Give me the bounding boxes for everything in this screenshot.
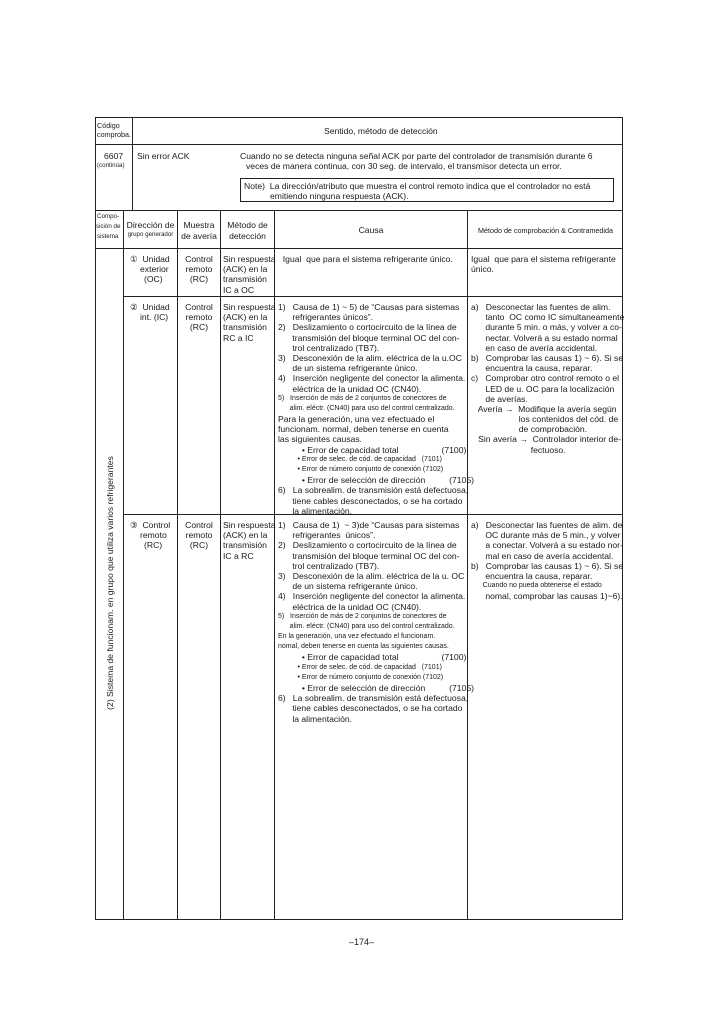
row3-cause: 1) Causa de 1) ~ 3)de “Causas para sistemas refrigerantes únicos”. 2) Deslizamiento o cortocircuito de la línea de transmisión del bloque terminal OC del con- trol centralizado (TB7). 3) Desconexión de la alim. eléctrica de la u. OC de un sistema refrigerante único. 4) Inserción negligente del conector la alimenta. eléctrica de la unidad OC (CN40). 5) Inserción de más de 2 conjuntos de conectores de alim. eléctr. (CN40) para uso del control centralizado. En la generación, una vez efectuado el funcionam. nomal, deben tenerse en cuenta las siguientes causas. • Error de capacidad total (7100) • Error de selec. de cód. de capacidad (7101) • Error de número conjunto de conexión (7102) • Error de selección de dirección (7105) 6) La sobrealim. de transmisión está defectuosa, tiene cables desconectados, o se ha cortado la alimentación.: [278, 520, 474, 724]
col-header-composition: sición de: [96, 223, 121, 230]
error-code-continued: (continúa): [97, 162, 125, 169]
row-divider: [95, 248, 623, 249]
row1-check: Igual que para el sistema refrigerante único.: [471, 254, 616, 275]
row2-sample: Control remoto (RC): [185, 302, 213, 333]
row-divider: [95, 144, 623, 145]
col-header-composition: Compo-: [97, 213, 120, 220]
col-header-direction: grupo generador: [127, 231, 174, 238]
row2-direction: ② Unidad int. (IC): [130, 302, 170, 323]
row1-direction: ① Unidad exterior (OC): [130, 254, 170, 285]
code-label: Código: [97, 121, 120, 130]
col-header-check: Método de comprobación & Contramedida: [477, 226, 614, 235]
row1-method: Sin respuesta (ACK) en la transmisión IC a OC: [223, 254, 276, 295]
row1-cause: Igual que para el sistema refrigerante único.: [278, 254, 453, 264]
row3-check: a) Desconectar las fuentes de alim. de OC durante más de 5 min., y volver a conectar. Volverá a su estado nor- mal en caso de avería accidental. b) Comprobar las causas 1) ~ 6). Si se encuentra la causa, reparar. Cuando no pueda obtenerse el estado nomal, comprobar las causas 1)~6).: [471, 520, 624, 602]
header-title: Sentido, método de detección: [324, 126, 438, 136]
error-description: Cuando no se detecta ninguna señal ACK por parte del controlador de transmisión durante 6: [240, 151, 593, 161]
note-text: emitiendo ninguna respuesta (ACK).: [270, 191, 409, 201]
manual-page: Código comproba. Sentido, método de detección 6607 (continúa) Sin error ACK Cuando no se detecta ninguna señal ACK por parte del controlador de transmisión durante 6 veces de manera continua, con 30 seg. de intervalo, el transmisor detecta un error. Note) La dirección/atributo que muestra el control remoto indica que el controlador no está emitiendo ninguna respuesta (ACK). Compo- sición de sistema Dirección de grupo generador Muestra de avería Método de detección Causa Método de comprobación & Contramedida (2) Sistema de funcionam. en grupo que utiliza varios refrigerantes ① Unidad exterior (OC) Control remoto (RC) Sin respuesta (ACK) en la transmisión IC a OC Igual que para el sistema refrigerante único. Igual que para el sistema refrigerante único. ② Unidad int. (IC) Control remoto (RC) Sin respuesta (ACK) en la transmisión RC a IC 1) Causa de 1) ~ 5) de “Causas para sistemas refrigerantes únicos”. 2) Deslizamiento o cortocircuito de la línea de transmisión del bloque terminal OC del con- trol centralizado (TB7). 3) Desconexión de la alim. eléctrica de la u.OC de un sistema refrigerante único. 4) Inserción negligente del conector la alimenta. eléctrica de la unidad OC (CN40). 5) Inserción de más de 2 conjuntos de conectores de alim. eléctr. (CN40) para uso del control centralizado. Para la generación, una vez efectuado el funcionam. normal, deben tenerse en cuenta las siguientes causas. • Error de capacidad total (7100) • Error de selec. de cód. de capacidad (7101) • Error de número conjunto de conexión (7102) • Error de selección de dirección (7105) 6) La sobrealim. de transmisión está defectuosa, tiene cables desconectados, o se ha cortado la alimentación. a) Desconectar las fuentes de alim. tanto OC como IC simultaneamente durante 5 min. o más, y volver a co- nectar. Volverá a su estado normal en caso de avería accidental. b) Comprobar las causas 1) ~ 6). Si se encuentra la causa, reparar. c) Comprobar otro control remoto o el LED de u. OC para la localización de averías. Avería → Modifique la avería según los contenidos del cód. de de comprobación. Sin avería → Controlador interior de- fectuoso. ③ Control remoto (RC) Control remoto (RC) Sin respuesta (ACK) en la transmisión IC a RC 1) Causa de 1) ~ 3)de “Causas para sistemas refrigerantes únicos”. 2) Deslizamiento o cortocircuito de la línea de transmisión del bloque terminal OC del con- trol centralizado (TB7). 3) Desconexión de la alim. eléctrica de la u. OC de un sistema refrigerante único. 4) Inserción negligente del conector la alimenta. eléctrica de la unidad OC (CN40). 5) Inserción de más de 2 conjuntos de conectores de alim. eléctr. (CN40) para uso del control centralizado. En la generación, una vez efectuado el funcionam. nomal, deben tenerse en cuenta las siguientes causas. • Error de capacidad total (7100) • Error de selec. de cód. de capacidad (7101) • Error de número conjunto de conexión (7102) • Error de selección de dirección (7105) 6) La sobrealim. de transmisión está defectuosa, tiene cables desconectados, o se ha cortado la alimentación. a) Desconectar las fuentes de alim. de OC durante más de 5 min., y volver a conectar. Volverá a su estado nor- mal en caso de avería accidental. b) Comprobar las causas 1) ~ 6). Si se encuentra la causa, reparar. Cuando no pueda obtenerse el estado nomal, comprobar las causas 1)~6). –174–: [0, 0, 723, 1024]
row1-sample: Control remoto (RC): [185, 254, 213, 285]
row-divider: [123, 296, 623, 297]
row3-sample: Control remoto (RC): [185, 520, 213, 551]
col-header-method: detección: [229, 231, 266, 241]
page-number: –174–: [348, 937, 375, 947]
col-header-sample: de avería: [181, 231, 217, 241]
col-header-method: Método de: [227, 220, 268, 230]
row2-check: a) Desconectar las fuentes de alim. tanto OC como IC simultaneamente durante 5 min. o más, y volver a co- nectar. Volverá a su estado normal en caso de avería accidental. b) Comprobar las causas 1) ~ 6). Si se encuentra la causa, reparar. c) Comprobar otro control remoto o el LED de u. OC para la localización de averías. Avería → Modifique la avería según los contenidos del cód. de de comprobación. Sin avería → Controlador interior de- fectuoso.: [471, 302, 625, 455]
error-name: Sin error ACK: [137, 151, 190, 161]
code-label: comproba.: [97, 130, 131, 139]
col-divider: [132, 117, 133, 210]
row2-method: Sin respuesta (ACK) en la transmisión RC a IC: [223, 302, 276, 343]
row3-method: Sin respuesta (ACK) en la transmisión IC a RC: [223, 520, 276, 561]
error-description: veces de manera continua, con 30 seg. de intervalo, el transmisor detecta un error.: [246, 161, 562, 171]
error-code: 6607: [104, 151, 124, 161]
row2-cause: 1) Causa de 1) ~ 5) de “Causas para sistemas refrigerantes únicos”. 2) Deslizamiento o cortocircuito de la línea de transmisión del bloque terminal OC del con- trol centralizado (TB7). 3) Desconexión de la alim. eléctrica de la u.OC de un sistema refrigerante único. 4) Inserción negligente del conector la alimenta. eléctrica de la unidad OC (CN40). 5) Inserción de más de 2 conjuntos de conectores de alim. eléctr. (CN40) para uso del control centralizado. Para la generación, una vez efectuado el funcionam. normal, deben tenerse en cuenta las siguientes causas. • Error de capacidad total (7100) • Error de selec. de cód. de capacidad (7101) • Error de número conjunto de conexión (7102) • Error de selección de dirección (7105) 6) La sobrealim. de transmisión está defectuosa, tiene cables desconectados, o se ha cortado la alimentación.: [278, 302, 474, 516]
row-divider: [95, 210, 623, 211]
col-header-direction: Dirección de: [126, 220, 175, 230]
col-divider: [123, 210, 124, 920]
note-text: Note) La dirección/atributo que muestra el control remoto indica que el controlador no está: [244, 181, 591, 191]
col-divider: [220, 210, 221, 920]
col-header-sample: Muestra: [183, 220, 215, 230]
row3-direction: ③ Control remoto (RC): [130, 520, 171, 551]
col-header-composition: sistema: [97, 233, 119, 240]
col-header-cause: Causa: [358, 225, 384, 235]
